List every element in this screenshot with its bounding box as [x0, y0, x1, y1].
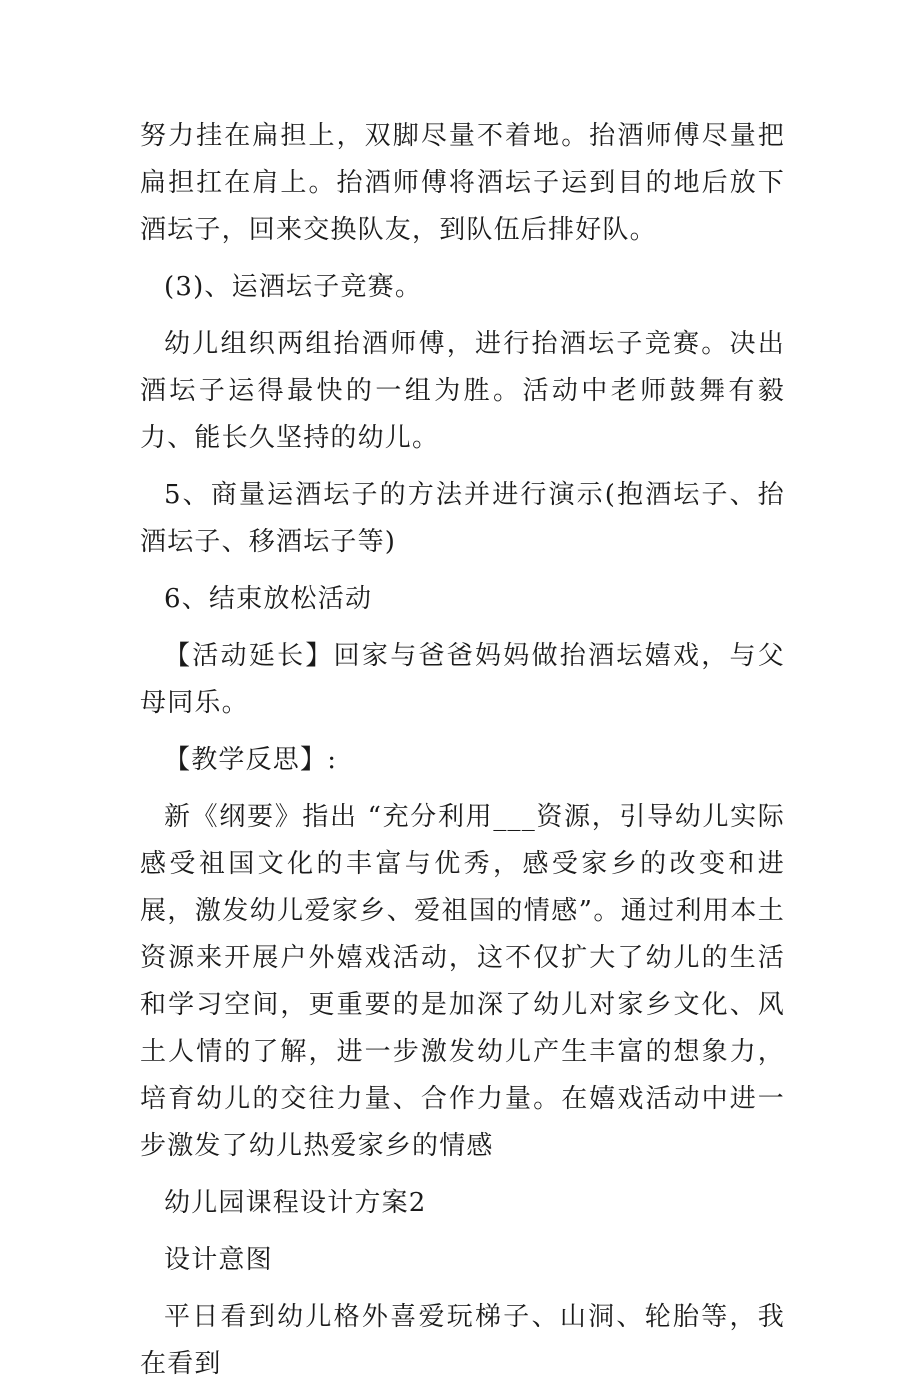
paragraph-8: 新《纲要》指出 “充分利用___资源，引导幼儿实际感受祖国文化的丰富与优秀，感受家乡的改变和进展，激发幼儿爱家乡、爱祖国的情感”。通过利用本土资源来开展户外嬉戏活动，这不仅扩大了幼儿的生活和学习空间，更重要的是加深了幼儿对家乡文化、风土人情的了解，进一步激发幼儿产生丰富的想象力，培育幼儿的交往力量、合作力量。在嬉戏活动中进一步激发了幼儿热爱家乡的情感 [140, 802, 785, 1161]
section-heading: 幼儿园课程设计方案2 [164, 1188, 427, 1218]
paragraph-11: 平日看到幼儿格外喜爱玩梯子、山洞、轮胎等，我在看到 [140, 1302, 785, 1379]
document-body [140, 113, 785, 1398]
paragraph-5: 6、结束放松活动 [164, 584, 373, 614]
paragraph-3: 幼儿组织两组抬酒师傅，进行抬酒坛子竞赛。决出酒坛子运得最快的一组为胜。活动中老师鼓舞有毅力、能长久坚持的幼儿。 [140, 329, 785, 453]
subsection-heading: 设计意图 [164, 1245, 273, 1275]
paragraph-6: 【活动延长】回家与爸爸妈妈做抬酒坛嬉戏，与父母同乐。 [140, 641, 785, 718]
paragraph-4: 5、商量运酒坛子的方法并进行演示(抱酒坛子、抬酒坛子、移酒坛子等) [140, 480, 785, 557]
paragraph-2: (3)、运酒坛子竞赛。 [164, 272, 423, 302]
paragraph-1: 努力挂在扁担上，双脚尽量不着地。抬酒师傅尽量把扁担扛在肩上。抬酒师傅将酒坛子运到目的地后放下酒坛子，回来交换队友，到队伍后排好队。 [140, 121, 785, 245]
paragraph-7: 【教学反思】: [164, 745, 338, 775]
